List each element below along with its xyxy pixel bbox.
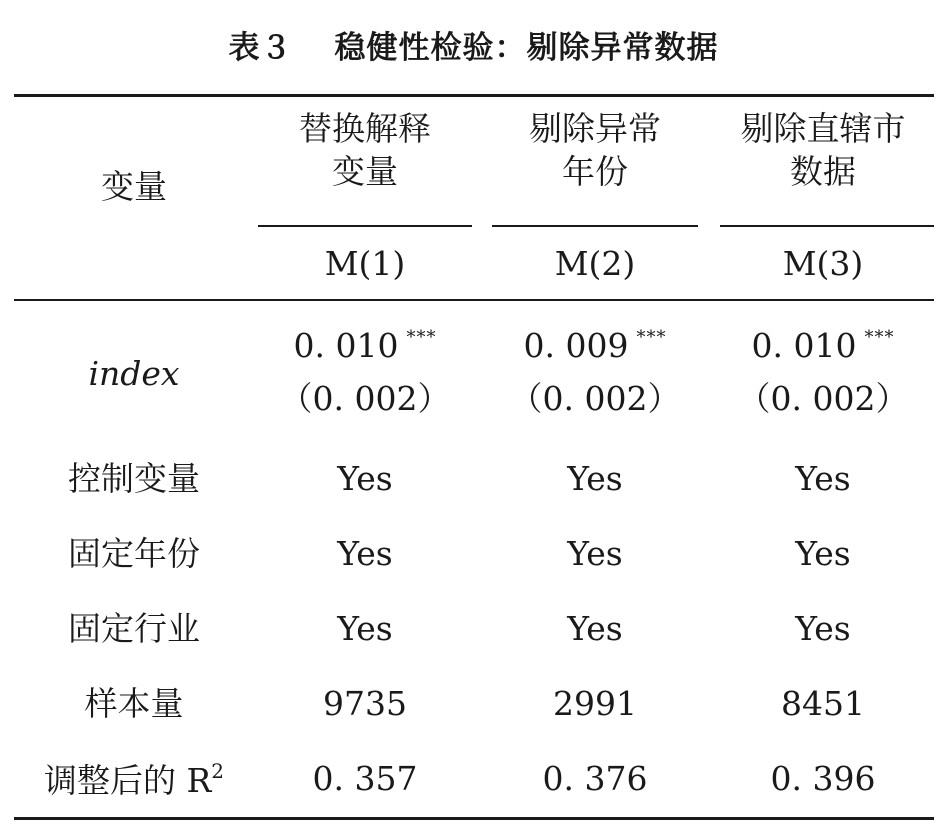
significance-stars: *** (636, 327, 667, 348)
table-number: 表３ (228, 30, 293, 66)
industry-fe-value-2: Yes (567, 609, 623, 648)
adjusted-r2-label: 调整后的 R (43, 761, 212, 800)
header-subrule-2 (492, 225, 698, 227)
header-col-1-line2: 变量 (332, 151, 398, 191)
header-col-1-line1: 替换解释 (299, 109, 431, 148)
adjusted-r2-value-2: 0. 376 (542, 759, 648, 798)
r2-superscript: 2 (211, 759, 225, 783)
header-subrule-1 (258, 225, 472, 227)
header-col-2 (490, 108, 700, 194)
table-title (0, 22, 947, 67)
row-label-index: index (88, 354, 180, 393)
index-coef-1-value: 0. 010 (293, 326, 399, 365)
year-fe-value-3: Yes (795, 534, 851, 573)
mid-rule (14, 299, 934, 301)
header-col-3-line2: 数据 (790, 151, 856, 191)
industry-fe-value-1: Yes (337, 609, 393, 648)
controls-value-1: Yes (337, 459, 393, 498)
index-coef-3-value: 0. 010 (751, 326, 857, 365)
sample-size-value-2: 2991 (553, 684, 637, 723)
row-label-industry-fe: 固定行业 (68, 609, 200, 648)
model-label-1: M(1) (324, 244, 406, 283)
header-col-3 (718, 108, 928, 194)
year-fe-value-2: Yes (567, 534, 623, 573)
adjusted-r2-value-1: 0. 357 (312, 759, 418, 798)
controls-value-3: Yes (795, 459, 851, 498)
header-col-2-line1: 剔除异常 (529, 109, 661, 148)
model-label-2: M(2) (554, 244, 636, 283)
index-se-2: （0. 002） (509, 379, 681, 418)
header-col-2-line2: 年份 (562, 151, 628, 191)
row-label-sample-size: 样本量 (84, 684, 184, 723)
industry-fe-value-3: Yes (795, 609, 851, 648)
table-caption: 稳健性检验：剔除异常数据 (334, 30, 719, 66)
index-coef-2 (490, 325, 700, 368)
top-rule (14, 94, 934, 97)
header-subrule-3 (720, 225, 934, 227)
row-label-year-fe: 固定年份 (68, 534, 200, 573)
sample-size-value-3: 8451 (781, 684, 865, 723)
adjusted-r2-value-3: 0. 396 (770, 759, 876, 798)
header-col-3-line1: 剔除直辖市 (740, 109, 906, 148)
index-se-3: （0. 002） (737, 379, 909, 418)
index-coef-1 (258, 325, 472, 368)
significance-stars: *** (864, 327, 895, 348)
model-label-3: M(3) (782, 244, 864, 283)
bottom-rule (14, 817, 934, 820)
year-fe-value-1: Yes (337, 534, 393, 573)
row-label-controls: 控制变量 (68, 459, 200, 498)
index-se-1: （0. 002） (279, 379, 451, 418)
header-variable-label: 变量 (101, 167, 167, 206)
row-label-adjusted-r2 (14, 758, 254, 803)
header-col-1 (258, 108, 472, 194)
controls-value-2: Yes (567, 459, 623, 498)
sample-size-value-1: 9735 (323, 684, 407, 723)
significance-stars: *** (406, 327, 437, 348)
index-coef-3 (718, 325, 928, 368)
index-coef-2-value: 0. 009 (523, 326, 629, 365)
